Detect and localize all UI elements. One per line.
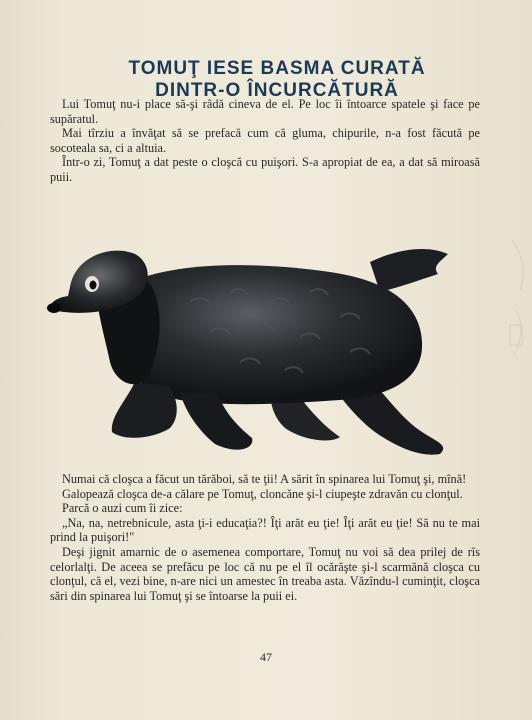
chapter-title [0, 58, 532, 102]
chapter-title-line-1: TOMUŢ IESE BASMA CURATĂ [128, 58, 426, 79]
paragraph: Mai tîrziu a învăţat să se prefacă cum că gluma, chipurile, n-a fost făcută pe socoteala sa, ci a altuia. [50, 126, 480, 155]
text-block-top [50, 97, 480, 185]
paragraph: „Na, na, netrebnicule, asta ţi-i educaţia?! Îţi arăt eu ţie! Îţi arăt eu ţie! Să nu te mai prind la puişori!" [50, 515, 480, 545]
dog-tail [370, 249, 448, 292]
dog-nose [47, 303, 61, 313]
paragraph: Parcă o auzi cum îi zice: [62, 501, 183, 516]
paragraph: Numai că cloşca a făcut un tărăboi, să te ţii! A sărit în spinarea lui Tomuţ şi, mînă! [62, 472, 467, 486]
text-block-bottom [50, 472, 480, 603]
dog-illustration [40, 232, 460, 467]
page-number: 47 [260, 650, 272, 664]
chapter-title-line-2: DINTR-O ÎNCURCĂTURĂ [155, 80, 399, 101]
paragraph: Într-o zi, Tomuţ a dat peste o cloşcă cu puişori. S-a apropiat de ea, a dat să miroasă puii. [50, 155, 480, 184]
paragraph: Lui Tomuţ nu-i place să-şi râdă cineva de el. Pe loc îi întoarce spatele şi face pe supăratul. [50, 97, 480, 126]
show-through-print [472, 230, 532, 370]
paragraph: Galopează cloşca de-a călare pe Tomuţ, cloncăne şi-l ciupeşte zdravăn cu clonţul. [62, 486, 463, 501]
paragraph: Deşi jignit amarnic de o asemenea comportare, Tomuţ nu voi să dea prilej de rîs celorlalţi. De aceea se prefăcu pe loc că nu pe el îl ocărăşte şi-l scarmănă cloşca cu clonţul, că el, vezi bine, n-are nici un amestec în treaba asta. Văzîndu-l cuminţit, cloşca sări din spinarea lui Tomuţ şi se întoarse la puii ei. [50, 544, 480, 603]
dog-front-leg [112, 382, 177, 438]
